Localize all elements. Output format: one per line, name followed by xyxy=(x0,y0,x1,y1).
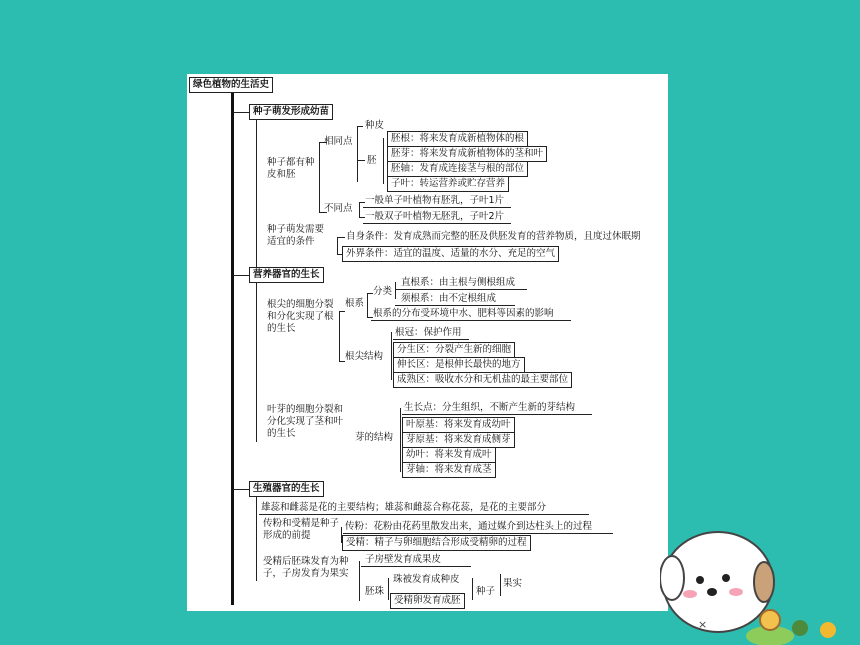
group-fruit-formation: 受精后胚珠发育为种子，子房发育为果实 xyxy=(263,556,349,579)
embryo-part: 子叶：转运营养或贮存营养 xyxy=(387,176,509,192)
connector xyxy=(357,126,358,182)
connector xyxy=(233,275,249,276)
underline xyxy=(363,207,511,208)
pollination-item: 传粉：花粉由花药里散发出来，通过媒介到达柱头上的过程 xyxy=(345,521,593,532)
root-tip-item: 根冠：保护作用 xyxy=(395,327,462,338)
bud-item: 叶原基：将来发育成幼叶 xyxy=(402,417,515,433)
diff-item: 一般单子叶植物有胚乳，子叶1片 xyxy=(365,195,505,206)
underline xyxy=(363,223,511,224)
cartoon-dog-icon xyxy=(660,520,860,645)
bud-item: 生长点：分生组织，不断产生新的芽结构 xyxy=(404,402,576,413)
connector xyxy=(388,578,389,600)
root-class-item: 须根系：由不定根组成 xyxy=(401,293,497,304)
condition-item: 自身条件：发育成熟而完整的胚及供胚发育的营养物质，且度过休眠期 xyxy=(346,231,641,242)
label-root-system: 根系 xyxy=(345,298,365,309)
connector xyxy=(233,489,249,490)
connector xyxy=(359,561,360,601)
section-vegetative-growth: 营养器官的生长 xyxy=(249,267,324,283)
condition-item: 外界条件：适宜的温度、适量的水分、充足的空气 xyxy=(342,246,559,262)
root-title: 绿色植物的生活史 xyxy=(189,77,273,93)
label-fruit: 果实 xyxy=(503,578,523,589)
connector xyxy=(391,332,392,380)
connector xyxy=(256,496,257,581)
root-class-item: 直根系：由主根与侧根组成 xyxy=(401,277,516,288)
root-tip-item: 成熟区：吸收水分和无机盐的最主要部位 xyxy=(393,372,572,388)
underline xyxy=(259,514,589,515)
bud-item: 芽原基：将来发育成侧芽 xyxy=(402,432,515,448)
connector xyxy=(256,282,257,442)
label-root-tip: 根尖结构 xyxy=(345,351,384,362)
underline xyxy=(395,289,527,290)
group-seed-structure: 种子都有种皮和胚 xyxy=(267,157,315,180)
label-seed-coat: 种皮 xyxy=(365,120,385,131)
group-germination-conditions: 种子萌发需要适宜的条件 xyxy=(267,224,325,247)
underline xyxy=(402,414,592,415)
connector xyxy=(319,142,320,212)
pollination-item: 受精：精子与卵细胞结合形成受精卵的过程 xyxy=(342,535,531,551)
connector xyxy=(357,160,365,161)
bud-item: 幼叶：将来发育成叶 xyxy=(402,447,496,463)
label-ovule: 胚珠 xyxy=(365,586,385,597)
embryo-part: 胚根：将来发育成新植物体的根 xyxy=(387,131,528,147)
underline xyxy=(395,305,515,306)
group-bud-growth: 叶芽的细胞分裂和分化实现了茎和叶的生长 xyxy=(267,404,344,439)
label-classify: 分类 xyxy=(373,286,393,297)
embryo-part: 胚轴：发育成连接茎与根的部位 xyxy=(387,161,528,177)
main-spine xyxy=(231,90,234,605)
svg-text:×: × xyxy=(698,618,708,631)
underline xyxy=(343,533,613,534)
group-root-growth: 根尖的细胞分裂和分化实现了根的生长 xyxy=(267,299,334,334)
connector xyxy=(337,237,345,238)
ovary-wall-text: 子房壁发育成果皮 xyxy=(365,554,442,565)
group-pollination: 传粉和受精是种子形成的前提 xyxy=(263,518,340,541)
connector xyxy=(339,311,340,361)
connector xyxy=(357,126,363,127)
connector xyxy=(367,293,368,317)
connector xyxy=(400,408,401,472)
connector xyxy=(339,311,345,312)
label-seed: 种子 xyxy=(476,586,496,597)
ovule-item: 受精卵发育成胚 xyxy=(390,593,465,609)
connector xyxy=(395,282,396,299)
label-diff: 不同点 xyxy=(324,203,353,214)
embryo-part: 胚芽：将来发育成新植物体的茎和叶 xyxy=(387,146,547,162)
root-tip-item: 分生区：分裂产生新的细胞 xyxy=(393,342,515,358)
root-tip-item: 伸长区：是根伸长最快的地方 xyxy=(393,357,525,373)
stamen-pistil-text: 雄蕊和雌蕊是花的主要结构；雄蕊和雌蕊合称花蕊，是花的主要部分 xyxy=(261,502,547,513)
connector xyxy=(233,112,249,113)
label-same: 相同点 xyxy=(324,136,353,147)
underline xyxy=(361,566,471,567)
section-reproductive-growth: 生殖器官的生长 xyxy=(249,481,324,497)
connector xyxy=(337,237,338,254)
connector xyxy=(500,574,501,596)
diff-item: 一般双子叶植物无胚乳，子叶2片 xyxy=(365,211,505,222)
label-embryo: 胚 xyxy=(367,155,377,166)
underline xyxy=(371,320,571,321)
label-bud-structure: 芽的结构 xyxy=(355,432,394,443)
connector xyxy=(383,138,384,184)
root-distribution: 根系的分布受环境中水、肥料等因素的影响 xyxy=(373,308,554,319)
connector xyxy=(472,578,473,600)
bud-item: 芽轴：将来发育成茎 xyxy=(402,462,496,478)
concept-map-panel xyxy=(187,74,668,611)
underline xyxy=(393,339,469,340)
section-seed-germination: 种子萌发形成幼苗 xyxy=(249,104,333,120)
connector xyxy=(359,202,360,218)
ovule-item: 珠被发育成种皮 xyxy=(393,574,460,585)
